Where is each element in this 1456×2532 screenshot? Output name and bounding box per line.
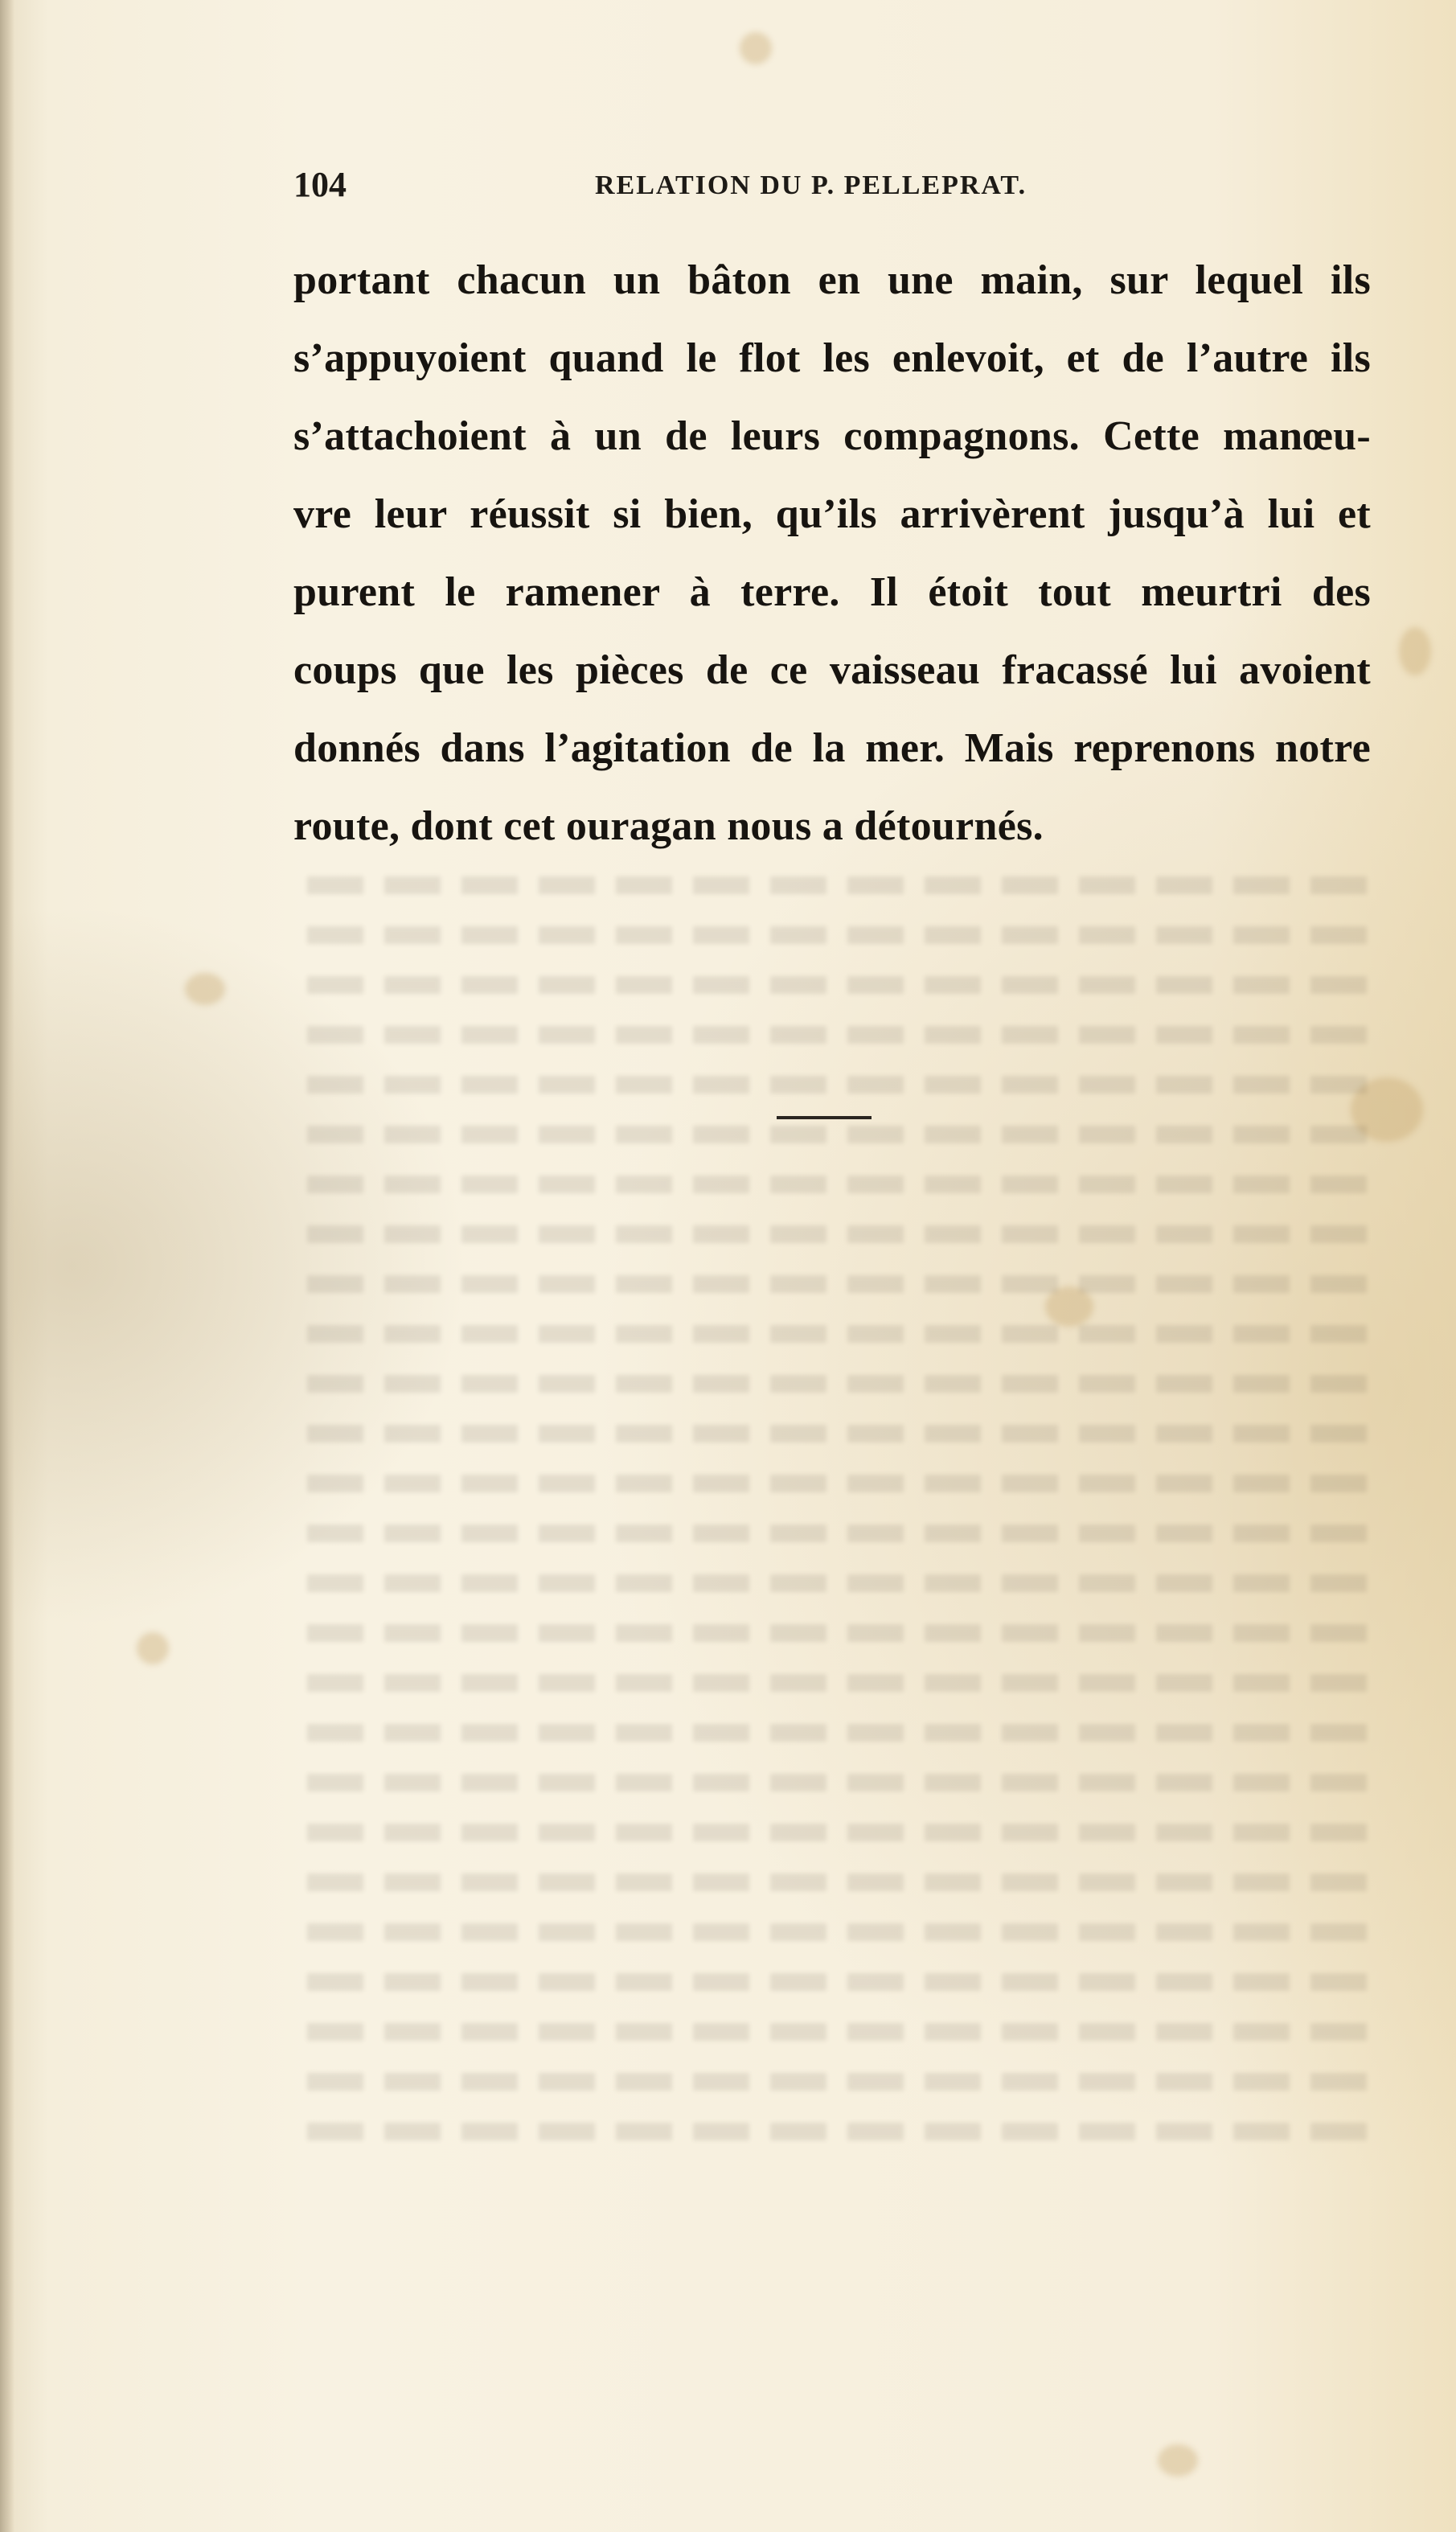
running-head: [293, 161, 1371, 209]
foxing-spot: [740, 32, 772, 64]
foxing-spot: [1399, 627, 1431, 675]
foxing-spot: [1158, 2444, 1198, 2477]
body-paragraph: [293, 241, 1371, 865]
text-line: coups que les pièces de ce vaisseau fracassé lui avoient: [293, 647, 1371, 693]
section-divider: [777, 1116, 872, 1119]
text-line: purent le ramener à terre. Il étoit tout meurtri des: [293, 569, 1371, 615]
text-line: s’attachoient à un de leurs compagnons. Cette manœu-: [293, 413, 1371, 459]
foxing-spot: [137, 1632, 169, 1664]
page-number: 104: [293, 165, 347, 204]
text-line: donnés dans l’agitation de la mer. Mais reprenons notre: [293, 725, 1371, 771]
text-line: portant chacun un bâton en une main, sur lequel ils: [293, 257, 1371, 303]
foxing-spot: [185, 973, 225, 1005]
show-through-text: [289, 844, 1367, 2163]
text-line: route, dont cet ouragan nous a détournés.: [293, 803, 1044, 849]
running-head-title: RELATION DU P. PELLEPRAT.: [595, 170, 1027, 200]
page-binding-edge: [0, 0, 14, 2532]
text-line: s’appuyoient quand le flot les enlevoit, et de l’autre ils: [293, 335, 1371, 381]
text-line: vre leur réussit si bien, qu’ils arrivèrent jusqu’à lui et: [293, 491, 1371, 537]
